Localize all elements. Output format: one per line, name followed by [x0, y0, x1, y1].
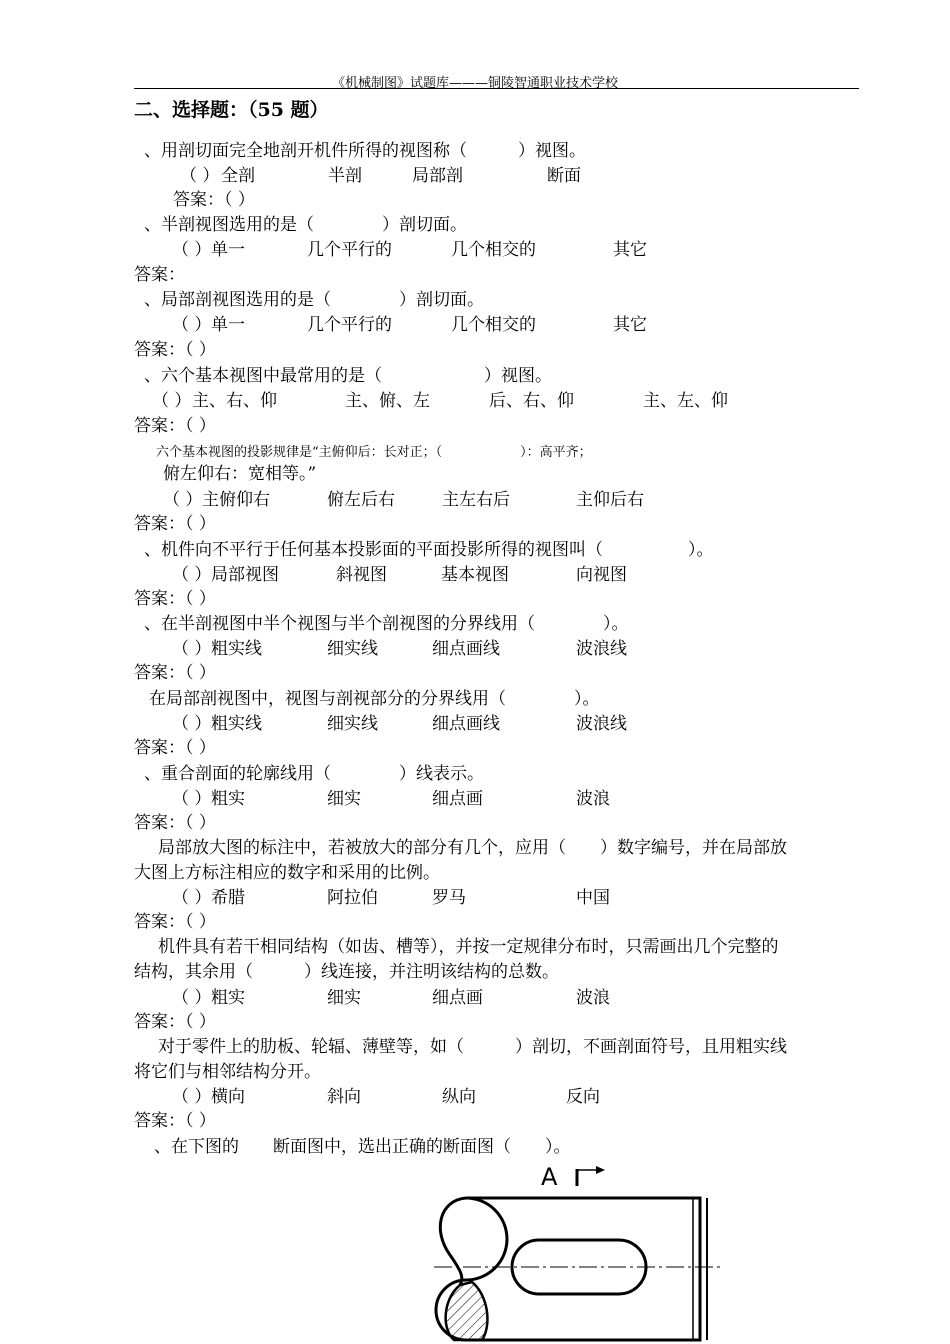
- q6-option-d: 向视图: [576, 565, 627, 585]
- q2-option-c: 几个相交的: [451, 240, 536, 260]
- q9-option-c: 细点画: [432, 789, 483, 809]
- q11-option-c: 细点画: [432, 988, 483, 1008]
- q5-prefix: （ ）: [163, 490, 203, 510]
- q8-prefix: （ ）: [172, 714, 212, 734]
- q7-answer: 答案：（ ）: [134, 663, 216, 683]
- q2-option-d: 其它: [613, 240, 647, 260]
- question-11: 机件具有若干相同结构（如齿、槽等），并按一定规律分布时，只需画出几个完整的: [158, 937, 779, 957]
- q9-option-d: 波浪: [576, 789, 610, 809]
- question-9: 、重合剖面的轮廓线用（ ）线表示。: [144, 764, 484, 784]
- q10-option-d: 中国: [576, 888, 610, 908]
- q1-prefix: （ ）: [180, 166, 220, 186]
- q12-option-b: 斜向: [327, 1087, 361, 1107]
- q11-option-d: 波浪: [576, 988, 610, 1008]
- shaft-end-curve: [440, 1198, 466, 1285]
- q3-option-c: 几个相交的: [451, 315, 536, 335]
- q12-option-a: 横向: [211, 1087, 245, 1107]
- q8-option-b: 细实线: [327, 714, 378, 734]
- q11-prefix: （ ）: [172, 988, 212, 1008]
- question-7: 、在半剖视图中半个视图与半个剖视图的分界线用（ ）。: [144, 614, 629, 634]
- question-8: 在局部剖视图中，视图与剖视部分的分界线用（ ）。: [149, 689, 600, 709]
- question-10-cont: 大图上方标注相应的数字和采用的比例。: [134, 863, 440, 883]
- question-5-cont: 俯左仰右：宽相等。”: [163, 464, 317, 484]
- q12-answer: 答案：（ ）: [134, 1111, 216, 1131]
- section-arrow-icon: [577, 1166, 605, 1186]
- q2-option-a: 单一: [211, 240, 245, 260]
- q5-option-d: 主仰后右: [576, 490, 644, 510]
- question-1: 、用剖切面完全地剖开机件所得的视图称（ ）视图。: [144, 141, 586, 161]
- q8-option-c: 细点画线: [432, 714, 500, 734]
- question-6: 、机件向不平行于任何基本投影面的平面投影所得的视图叫（ ）。: [144, 540, 714, 560]
- q1-answer: 答案：（ ）: [173, 190, 255, 210]
- q3-answer: 答案：（ ）: [134, 340, 216, 360]
- q4-option-c: 后、右、仰: [489, 391, 574, 411]
- q4-option-b: 主、俯、左: [345, 391, 430, 411]
- q10-option-c: 罗马: [432, 888, 466, 908]
- q1-option-c: 局部剖: [412, 166, 463, 186]
- q11-answer: 答案：（ ）: [134, 1012, 216, 1032]
- q4-option-d: 主、左、仰: [643, 391, 728, 411]
- question-3: 、局部剖视图选用的是（ ）剖切面。: [144, 290, 484, 310]
- q11-option-b: 细实: [327, 988, 361, 1008]
- q1-option-a: 全剖: [221, 166, 255, 186]
- question-10: 局部放大图的标注中，若被放大的部分有几个，应用（ ）数字编号，并在局部放: [158, 838, 787, 858]
- q4-option-a: 主、右、仰: [192, 391, 277, 411]
- q5-answer: 答案：（ ）: [134, 514, 216, 534]
- q12-prefix: （ ）: [172, 1087, 212, 1107]
- question-12-cont: 将它们与相邻结构分开。: [134, 1062, 321, 1082]
- q9-answer: 答案：（ ）: [134, 813, 216, 833]
- q8-option-a: 粗实线: [211, 714, 262, 734]
- q7-option-c: 细点画线: [432, 639, 500, 659]
- q2-prefix: （ ）: [172, 240, 212, 260]
- q10-prefix: （ ）: [172, 888, 212, 908]
- q6-prefix: （ ）: [172, 565, 212, 585]
- q9-option-b: 细实: [327, 789, 361, 809]
- q5-option-a: 主俯仰右: [202, 490, 270, 510]
- q9-prefix: （ ）: [172, 789, 212, 809]
- q5-option-b: 俯左后右: [327, 490, 395, 510]
- question-5: 六个基本视图的投影规律是“主俯仰后：长对正；（ ）：高平齐；: [156, 445, 592, 460]
- q6-option-a: 局部视图: [211, 565, 279, 585]
- q3-prefix: （ ）: [172, 315, 212, 335]
- q10-option-b: 阿拉伯: [327, 888, 378, 908]
- section-view-figure: [420, 1160, 730, 1344]
- q12-option-d: 反向: [566, 1087, 600, 1107]
- q6-answer: 答案：（ ）: [134, 589, 216, 609]
- q2-option-b: 几个平行的: [307, 240, 392, 260]
- q10-answer: 答案：（ ）: [134, 912, 216, 932]
- question-13: 、在下图的 断面图中，选出正确的断面图（ ）。: [154, 1137, 571, 1157]
- q10-option-a: 希腊: [211, 888, 245, 908]
- q2-answer: 答案：: [134, 265, 185, 285]
- section-title: 二、选择题：（55 题）: [134, 99, 329, 121]
- question-11-cont: 结构，其余用（ ）线连接，并注明该结构的总数。: [134, 962, 559, 982]
- q7-option-a: 粗实线: [211, 639, 262, 659]
- question-12: 对于零件上的肋板、轮辐、薄壁等，如（ ）剖切，不画剖面符号，且用粗实线: [158, 1037, 787, 1057]
- q5-option-c: 主左右后: [442, 490, 510, 510]
- q4-answer: 答案：（ ）: [134, 416, 216, 436]
- q7-option-d: 波浪线: [576, 639, 627, 659]
- q6-option-c: 基本视图: [441, 565, 509, 585]
- q4-prefix: （ ）: [152, 391, 192, 411]
- q11-option-a: 粗实: [211, 988, 245, 1008]
- section-label-a: A: [541, 1163, 558, 1191]
- question-2: 、半剖视图选用的是（ ）剖切面。: [144, 215, 467, 235]
- q9-option-a: 粗实: [211, 789, 245, 809]
- q1-option-d: 断面: [547, 166, 581, 186]
- q3-option-d: 其它: [613, 315, 647, 335]
- q1-option-b: 半剖: [328, 166, 362, 186]
- q8-answer: 答案：（ ）: [134, 738, 216, 758]
- hatched-section: [446, 1282, 488, 1340]
- q7-option-b: 细实线: [327, 639, 378, 659]
- q7-prefix: （ ）: [172, 639, 212, 659]
- q3-option-b: 几个平行的: [307, 315, 392, 335]
- q12-option-c: 纵向: [442, 1087, 476, 1107]
- page-header: 《机械制图》试题库———铜陵智通职业技术学校: [331, 76, 618, 91]
- question-4: 、六个基本视图中最常用的是（ ）视图。: [144, 366, 552, 386]
- q6-option-b: 斜视图: [336, 565, 387, 585]
- q3-option-a: 单一: [211, 315, 245, 335]
- header-rule: [134, 88, 859, 89]
- q8-option-d: 波浪线: [576, 714, 627, 734]
